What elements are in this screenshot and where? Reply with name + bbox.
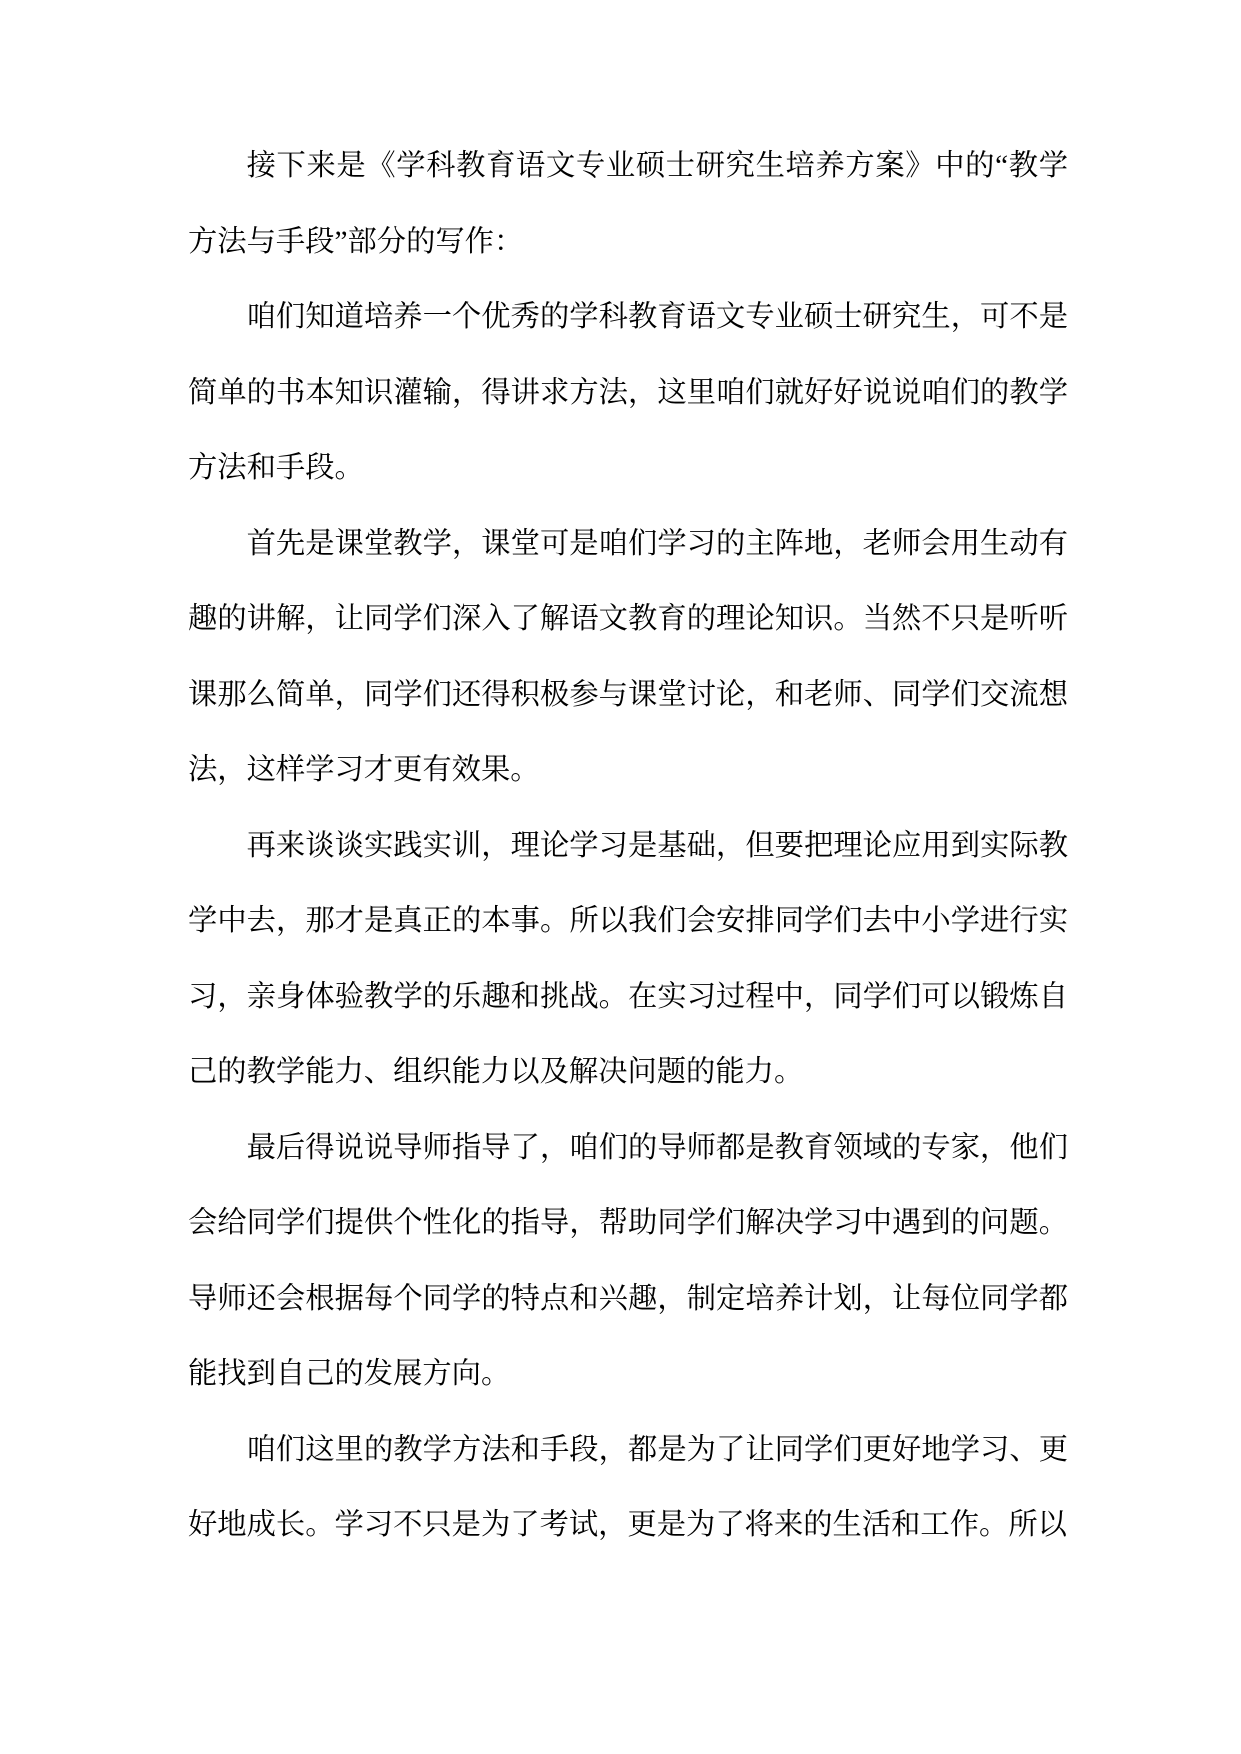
document-body [188, 129, 1068, 1564]
paragraph: 咱们这里的教学方法和手段，都是为了让同学们更好地学习、更好地成长。学习不只是为了考试，更是为了将来的生活和工作。所以 [188, 1433, 1068, 1541]
paragraph: 最后得说说导师指导了，咱们的导师都是教育领域的专家，他们会给同学们提供个性化的指导，帮助同学们解决学习中遇到的问题。导师还会根据每个同学的特点和兴趣，制定培养计划，让每位同学都能找到自己的发展方向。 [188, 1131, 1068, 1390]
paragraph: 首先是课堂教学，课堂可是咱们学习的主阵地，老师会用生动有趣的讲解，让同学们深入了解语文教育的理论知识。当然不只是听听课那么简单，同学们还得积极参与课堂讨论，和老师、同学们交流想法，这样学习才更有效果。 [188, 527, 1068, 786]
paragraph: 再来谈谈实践实训，理论学习是基础，但要把理论应用到实际教学中去，那才是真正的本事。所以我们会安排同学们去中小学进行实习，亲身体验教学的乐趣和挑战。在实习过程中，同学们可以锻炼自己的教学能力、组织能力以及解决问题的能力。 [188, 829, 1068, 1088]
paragraph: 接下来是《学科教育语文专业硕士研究生培养方案》中的“教学方法与手段”部分的写作： [188, 150, 1068, 258]
paragraph: 咱们知道培养一个优秀的学科教育语文专业硕士研究生，可不是简单的书本知识灌输，得讲求方法，这里咱们就好好说说咱们的教学方法和手段。 [188, 301, 1068, 484]
